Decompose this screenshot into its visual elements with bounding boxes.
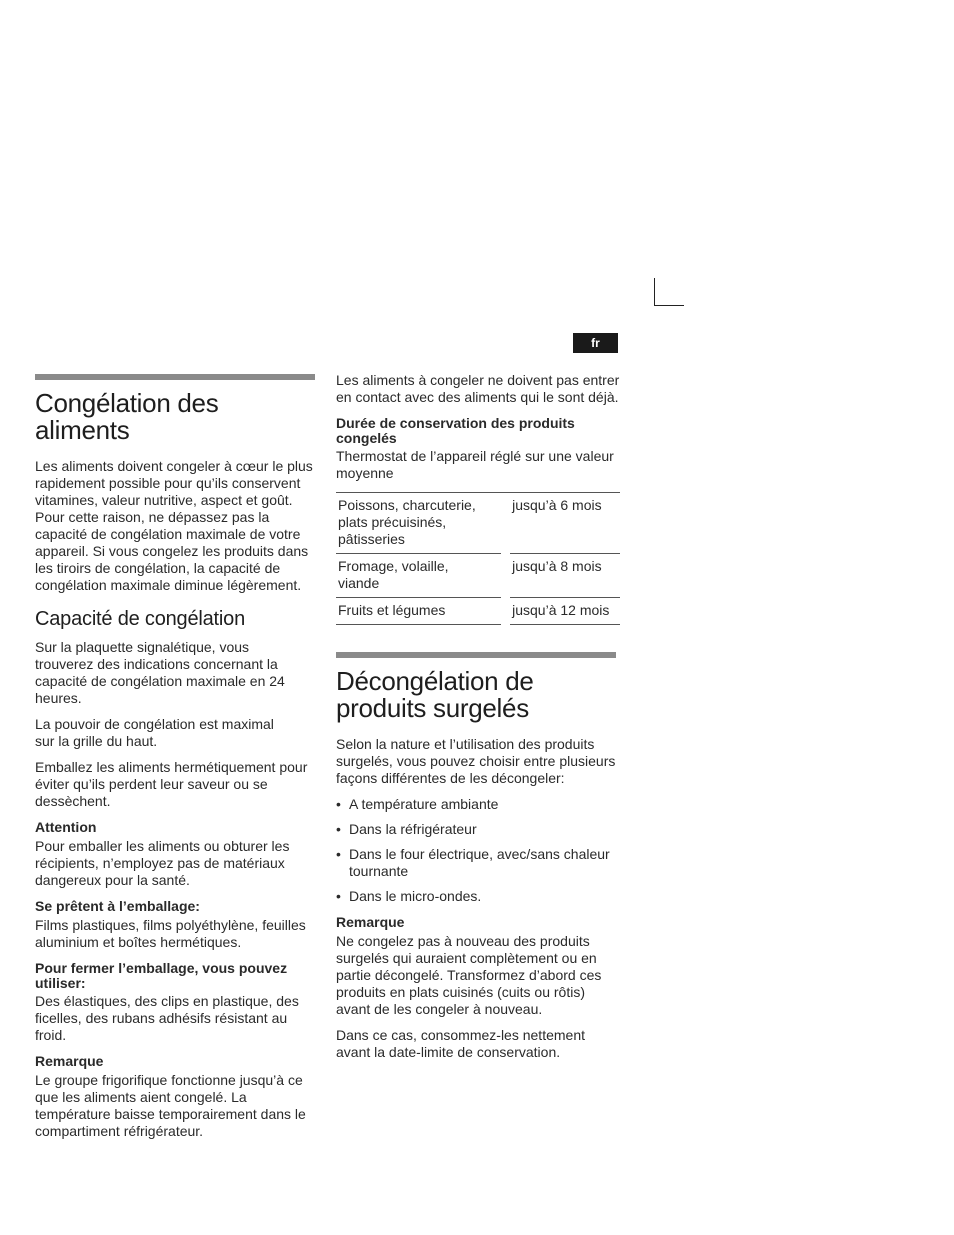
suitable-packaging-text: Films plastiques, films polyéthylène, feuilles aluminium et boîtes hermétiques. <box>35 917 306 950</box>
closing-packaging-label: Pour fermer l’emballage, vous pouvez utiliser: <box>35 960 288 991</box>
duration-label: Durée de conservation des produits congelés <box>336 415 575 446</box>
list-item: • Dans la réfrigérateur <box>336 821 620 838</box>
section-heading-thawing: Décongélation de produits surgelés <box>336 666 534 723</box>
list-item: • Dans le micro-ondes. <box>336 888 620 905</box>
contact-warning: Les aliments à congeler ne doivent pas entrer en contact avec des aliments qui le sont déjà. <box>336 372 620 405</box>
list-item: • A température ambiante <box>336 796 620 813</box>
thawing-intro: Selon la nature et l’utilisation des produits surgelés, vous pouvez choisir entre plusieurs façons différentes de les décongeler: <box>336 736 616 786</box>
attention-label: Attention <box>35 819 97 835</box>
thawing-methods-list <box>336 796 620 905</box>
language-badge: fr <box>573 333 618 353</box>
table-cell-food: Fruits et légumes <box>336 598 501 625</box>
table-cell-duration: jusqu’à 12 mois <box>510 598 620 625</box>
table-cell-food: Poissons, charcuterie, plats précuisinés, pâtisseries <box>336 493 501 554</box>
table-row <box>336 554 620 598</box>
suitable-packaging-label: Se prêtent à l’emballage: <box>35 898 200 914</box>
attention-text: Pour emballer les aliments ou obturer les récipients, n’employez pas de matériaux dangereux pour la santé. <box>35 838 290 888</box>
note-label-right: Remarque <box>336 914 405 930</box>
section-rule <box>35 374 315 380</box>
table-cell-food: Fromage, volaille, viande <box>336 554 501 598</box>
capacity-paragraph-1: Sur la plaquette signalétique, vous trouverez des indications concernant la capacité de congélation maximale en 24 heures. <box>35 639 285 706</box>
table-row <box>336 493 620 554</box>
closing-packaging-text: Des élastiques, des clips en plastique, des ficelles, des rubans adhésifs résistant au froid. <box>35 993 299 1043</box>
right-column <box>336 372 620 1070</box>
capacity-paragraph-2: La pouvoir de congélation est maximal sur la grille du haut. <box>35 716 274 749</box>
section-heading-freezing: Congélation des aliments <box>35 388 219 445</box>
subheading-capacity: Capacité de congélation <box>35 608 245 630</box>
freezing-intro: Les aliments doivent congeler à cœur le plus rapidement possible pour qu’ils conservent vitamines, valeur nutritive, aspect et goût. Pour cette raison, ne dépassez pas la capacité de congélation maximale de votre appareil. Si vous congelez les produits dans les tiroirs de congélation, la capacité de congélation maximale diminue légèrement. <box>35 458 313 593</box>
section-rule <box>336 652 616 658</box>
note-text-left: Le groupe frigorifique fonctionne jusqu’à ce que les aliments aient congelé. La température baisse temporairement dans le compartiment réfrigérateur. <box>35 1072 306 1139</box>
left-column <box>35 374 315 1149</box>
table-cell-duration: jusqu’à 8 mois <box>510 554 620 598</box>
duration-text: Thermostat de l’appareil réglé sur une valeur moyenne <box>336 448 614 481</box>
list-item: • Dans le four électrique, avec/sans chaleur tournante <box>336 846 620 880</box>
note-text-right: Ne congelez pas à nouveau des produits surgelés qui auraient complètement ou en partie décongelé. Transformez d’abord ces produits en plats cuisinés (cuits ou rôtis) avant de les congeler à nouveau. <box>336 933 602 1017</box>
storage-duration-table <box>336 492 620 625</box>
capacity-paragraph-3: Emballez les aliments hermétiquement pour éviter qu’ils perdent leur saveur ou se dessèchent. <box>35 759 308 809</box>
crop-mark-horizontal <box>654 305 684 306</box>
table-row <box>336 598 620 625</box>
table-cell-duration: jusqu’à 6 mois <box>510 493 620 554</box>
crop-mark-vertical <box>654 278 655 305</box>
final-advice: Dans ce cas, consommez-les nettement avant la date-limite de conservation. <box>336 1027 585 1060</box>
note-label-left: Remarque <box>35 1053 104 1069</box>
